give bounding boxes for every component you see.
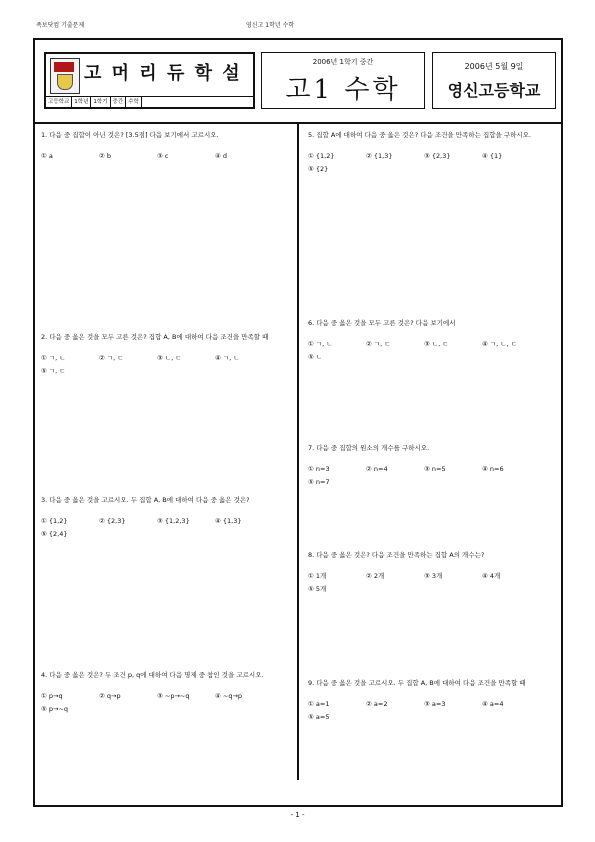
choice: ④ ㄱ, ㄴ, ㄷ — [482, 340, 517, 348]
choice: ① {1,2} — [41, 517, 68, 525]
question-4 — [41, 670, 281, 715]
choice: ⑤ {2} — [308, 165, 329, 173]
question-text: 9. 다음 중 옳은 것을 고르시오. 두 집합 A, B에 대하여 다음 조건을 만족할 때 — [308, 679, 526, 687]
choice: ④ a=4 — [482, 700, 504, 708]
title-box — [261, 52, 425, 109]
question-text: 2. 다음 중 옳은 것을 모두 고른 것은? 집합 A, B에 대하여 다음 조건을 만족할 때 — [41, 333, 269, 341]
question-1 — [41, 130, 281, 162]
brand-info-row — [46, 96, 253, 108]
choice: ④ ㄱ, ㄴ — [215, 354, 240, 362]
choice: ② {1,3} — [366, 152, 393, 160]
question-text: 8. 다음 중 옳은 것은? 다음 조건을 만족하는 집합 A의 개수는? — [308, 551, 485, 559]
question-3 — [41, 495, 281, 540]
choices — [308, 339, 548, 363]
choice: ④ {1} — [482, 152, 503, 160]
choice: ① a=1 — [308, 700, 330, 708]
question-8 — [308, 550, 548, 595]
question-2 — [41, 332, 281, 377]
question-text: 1. 다음 중 집합이 아닌 것은? [3.5점] 다음 보기에서 고르시오. — [41, 131, 219, 139]
choice: ② {2,3} — [99, 517, 126, 525]
page-number: - 1 - — [290, 811, 305, 819]
question-text: 3. 다음 중 옳은 것을 고르시오. 두 집합 A, B에 대하여 다음 중 옳은 것은? — [41, 496, 250, 504]
choice: ⑤ {2,4} — [41, 530, 68, 538]
choice: ① 1개 — [308, 572, 327, 580]
school-logo-icon — [50, 58, 80, 94]
choices — [308, 151, 548, 175]
column-divider — [297, 122, 299, 780]
choice: ② a=2 — [366, 700, 388, 708]
choice: ③ ㄴ, ㄷ — [424, 340, 449, 348]
brand-row-item: 1학기 — [91, 97, 110, 108]
exam-date: 2006년 5월 9일 — [464, 62, 524, 71]
choice: ⑤ ㄱ, ㄷ — [41, 367, 66, 375]
brand-row-item: 수학 — [126, 97, 142, 108]
choice: ③ n=5 — [424, 465, 446, 473]
choices — [41, 691, 281, 715]
choice: ② n=4 — [366, 465, 388, 473]
choice: ① {1,2} — [308, 152, 335, 160]
choice: ④ d — [215, 152, 228, 160]
choice: ③ a=3 — [424, 700, 446, 708]
brand-row-item: 중간 — [111, 97, 127, 108]
brand-row-item: 고등학교 — [46, 97, 72, 108]
choice: ① a — [41, 152, 53, 160]
choice: ② q→p — [99, 692, 121, 700]
choice: ⑤ n=7 — [308, 478, 330, 486]
choice: ⑤ p→~q — [41, 705, 69, 713]
choices — [308, 571, 548, 595]
choice: ① ㄱ, ㄴ — [41, 354, 66, 362]
exam-title: 고1 수학 — [285, 75, 401, 105]
exam-header — [35, 40, 561, 124]
choice: ⑤ a=5 — [308, 713, 330, 721]
choice: ④ 4개 — [482, 572, 501, 580]
choice: ③ ~p→~q — [157, 692, 190, 700]
top-center-text: 영신고 1학년 수학 — [246, 22, 295, 29]
choices — [41, 151, 281, 162]
brand-box — [44, 52, 255, 109]
brand-row-item: 1학년 — [72, 97, 91, 108]
choice: ④ n=6 — [482, 465, 504, 473]
choice: ② ㄱ, ㄷ — [99, 354, 124, 362]
choice: ② 2개 — [366, 572, 385, 580]
choice: ① ㄱ, ㄴ — [308, 340, 333, 348]
question-9 — [308, 678, 548, 723]
choices — [308, 464, 548, 488]
school-box — [432, 52, 556, 109]
question-text: 4. 다음 중 옳은 것은? 두 조건 p, q에 대하여 다음 명제 중 참인 것을 고르시오. — [41, 671, 264, 679]
choice: ④ ~q→p — [215, 692, 243, 700]
exam-frame — [33, 38, 563, 807]
choice: ③ c — [157, 152, 169, 160]
choice: ④ {1,3} — [215, 517, 242, 525]
question-7 — [308, 443, 548, 488]
choice: ② b — [99, 152, 112, 160]
choices — [41, 353, 281, 377]
brand-name: 고 머 리 듀 학 설 — [84, 63, 242, 84]
question-6 — [308, 318, 548, 363]
choice: ① n=3 — [308, 465, 330, 473]
choice: ② ㄱ, ㄷ — [366, 340, 391, 348]
choice: ③ {2,3} — [424, 152, 451, 160]
question-text: 5. 집합 A에 대하여 다음 중 옳은 것은? 다음 조건을 만족하는 집합을 구하시오. — [308, 131, 532, 139]
exam-subtitle: 2006년 1학기 중간 — [312, 58, 374, 66]
question-5 — [308, 130, 548, 175]
school-name: 영신고등학교 — [447, 81, 541, 100]
choices — [41, 516, 281, 540]
question-text: 7. 다음 중 집합의 원소의 개수를 구하시오. — [308, 444, 430, 452]
question-text: 6. 다음 중 옳은 것을 모두 고른 것은? 다음 보기에서 — [308, 319, 456, 327]
choice: ⑤ ㄴ — [308, 353, 323, 361]
choice: ⑤ 5개 — [308, 585, 327, 593]
choice: ③ 3개 — [424, 572, 443, 580]
choice: ① p→q — [41, 692, 63, 700]
top-left-text: 족보닷컴 기출문제 — [36, 22, 85, 29]
choices — [308, 699, 548, 723]
choice: ③ ㄴ, ㄷ — [157, 354, 182, 362]
choice: ③ {1,2,3} — [157, 517, 190, 525]
